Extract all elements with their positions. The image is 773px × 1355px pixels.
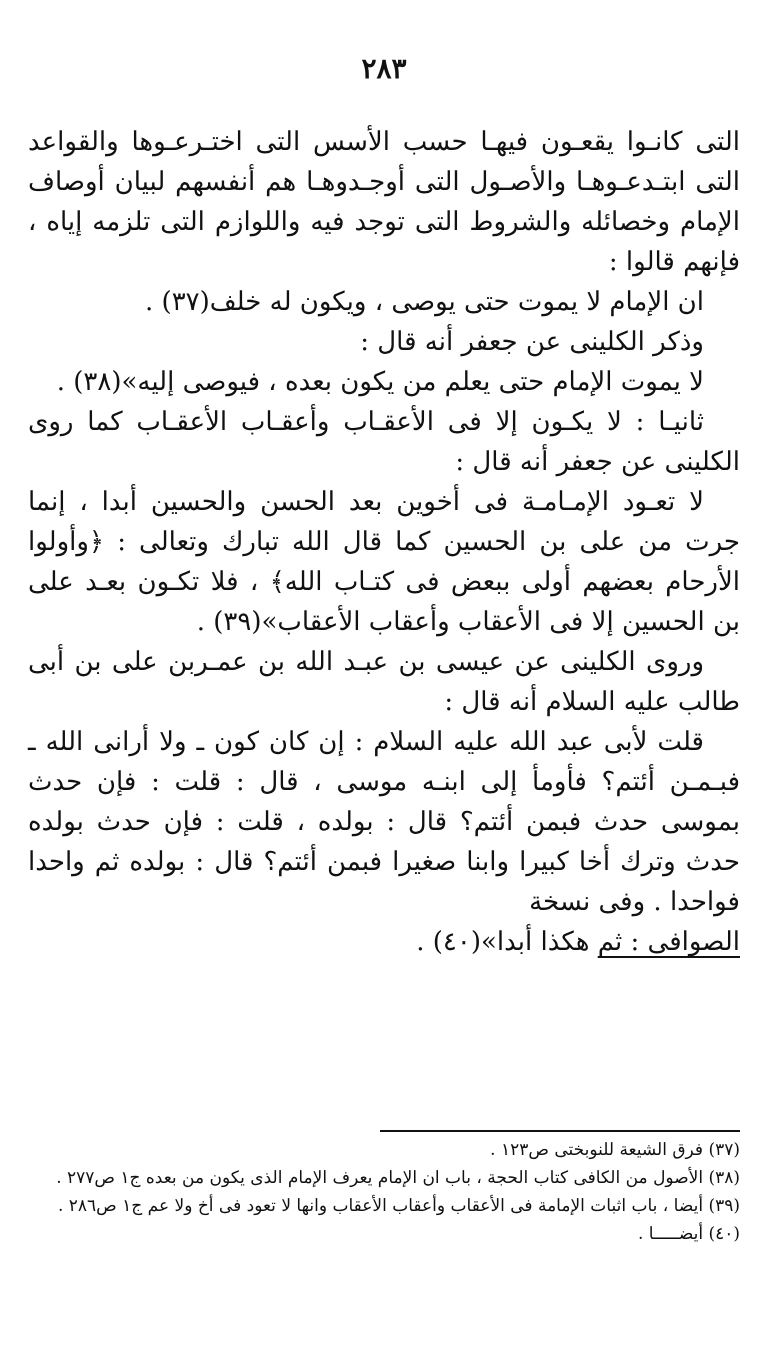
paragraph-8: قلت لأبى عبد الله عليه السلام : إن كان كون ـ ولا أرانى الله ـ فبـمـن أئتم؟ فأومأ إلى ابنـه موسى ، قال : قلت : فإن حدث بموسى حدث فبمن أئتم؟ قال : بولده ، قلت : فإن حدث بولده حدث وترك أخا كبيرا وابنا صغيرا فبمن أئتم؟ قال : بولده ثم واحدا فواحدا . وفى نسخة [28, 727, 740, 917]
footnote-37: (٣٧) فرق الشيعة للنوبختى ص١٢٣ . [490, 1140, 740, 1160]
book-page [28, 0, 740, 1355]
footnotes [28, 1136, 740, 1248]
paragraph-8-last-line [28, 922, 740, 962]
paragraph-4: لا يموت الإمام حتى يعلم من يكون بعده ، فيوصى إليه»(٣٨) . [56, 367, 704, 397]
paragraph-2: ان الإمام لا يموت حتى يوصى ، ويكون له خلف(٣٧) . [145, 287, 704, 317]
paragraph-1: التى كانـوا يقعـون فيهـا حسب الأسس التى اختـرعـوها والقواعد التى ابتـدعـوهـا والأصـول التى أوجـدوهـا هم أنفسهم لبيان أوصاف الإمام وخصائله والشروط التى توجد فيه واللوازم التى تلزمه إياه ، فإنهم قالوا : [28, 127, 740, 277]
paragraph-6: لا تعـود الإمـامـة فى أخوين بعد الحسن والحسين أبدا ، إنما جرت من على بن الحسين كما قال الله تبارك وتعالى : ﴿وأولوا الأرحام بعضهم أولى ببعض فى كتـاب الله﴾ ، فلا تكـون بعـد على بن الحسين إلا فى الأعقاب وأعقاب الأعقاب»(٣٩) . [28, 487, 740, 637]
underlined-text: الصوافى : ثم [597, 927, 740, 957]
main-text [28, 122, 740, 962]
last-line-rest: هكذا أبدا»(٤٠) . [416, 927, 598, 957]
footnote-divider [380, 1130, 740, 1132]
footnote-39: (٣٩) أيضا ، باب اثبات الإمامة فى الأعقاب وأعقاب الأعقاب وانها لا تعود فى أخ ولا عم ج١ ص٢٨٦ . [57, 1196, 740, 1216]
paragraph-5: ثانيـا : لا يكـون إلا فى الأعقـاب وأعقـاب الأعقـاب كما روى الكلينى عن جعفر أنه قال : [28, 407, 740, 477]
paragraph-7: وروى الكلينى عن عيسى بن عبـد الله بن عمـربن على بن أبى طالب عليه السلام أنه قال : [28, 647, 740, 717]
page-number: ٢٨٣ [361, 52, 407, 85]
paragraph-3: وذكر الكلينى عن جعفر أنه قال : [360, 327, 704, 357]
footnote-38: (٣٨) الأصول من الكافى كتاب الحجة ، باب ان الإمام يعرف الإمام الذى يكون من بعده ج١ ص٢٧٧ . [56, 1168, 740, 1188]
footnote-40: (٤٠) أيضـــــا . [637, 1224, 740, 1244]
